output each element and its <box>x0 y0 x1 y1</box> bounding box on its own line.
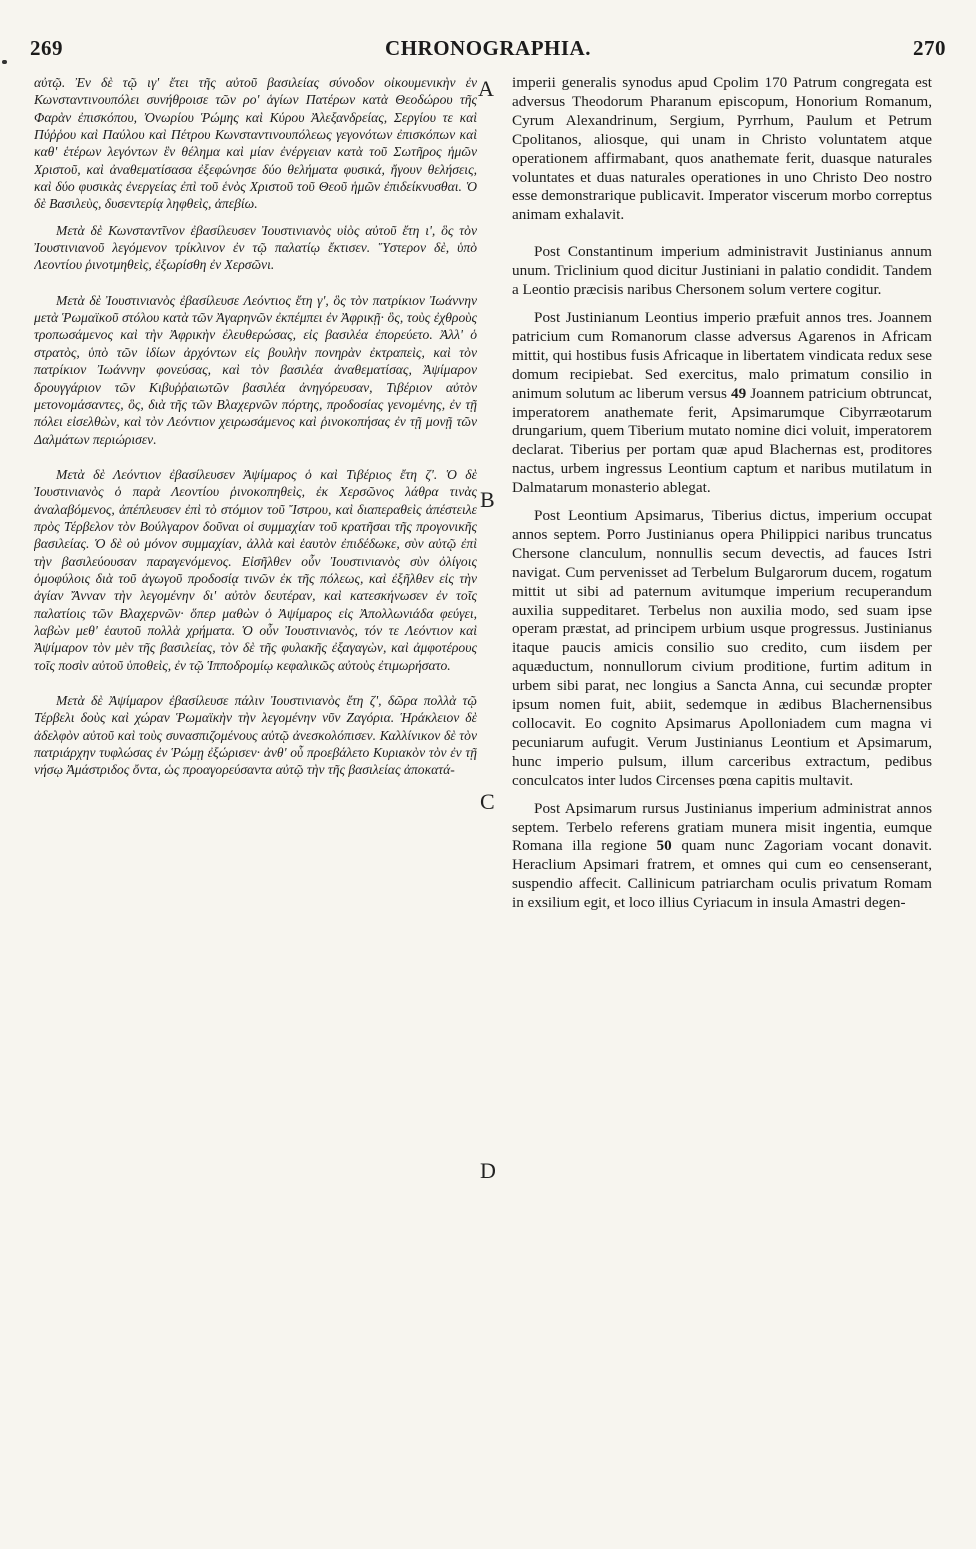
column-number: 49 <box>731 384 747 402</box>
latin-paragraph: Post Leontium Apsimarus, Tiberius dictus, imperium occupat annos septem. Porro Justinianus opera Philippici naribus truncatus Chersone clanculum, nonnullis secum devectis, ad fauces Istri navigat. Cum pervenisset ad Terbelum Bulgarorum ducem, rogatum mittit ut sibi ad paternum avitumque imperium recuperandum auxilia suppeditaret. Terbelus non auxilia modo, sed suam ipse operam præstat, ad principem urbium usque progressus. Justinianus itaque paucis amicis consilio suo credito, cum iisdem per aquæductum, nonnullorum civium proditione, furtim aditum in urbem sibi parat, nec longius a Sancta Anna, cui secundæ propter ipsum nomen fuit, abiit, sedemque in ædibus Blachernensibus collocavit. Eo cognito Apsimarus Apolloniadem cum magna vi pecuniarum aufugit. Verum Justinianus Leontium et Apsimarum, hunc imperio pulsum, illum carceribus extractum, pedibus conculcatos inter ludos Circenses pœna capitis multavit. <box>512 507 932 789</box>
section-marker-a: A <box>478 76 494 101</box>
latin-paragraph <box>512 309 932 498</box>
page-number-right: 270 <box>913 36 946 60</box>
greek-paragraph: Μετὰ δὲ Κωνσταντῖνον ἐβασίλευσεν Ἰουστινιανὸς υἱὸς αὐτοῦ ἔτη ι', ὃς τὸν Ἰουστινιανοῦ λεγόμενον τρίκλινον ἐν τῷ παλατίῳ ἔκτισεν. Ὕστερον δὲ, ὑπὸ Λεοντίου ῥινοτμηθεὶς, ἐξωρίσθη ἐν Χερσῶνι. <box>34 222 477 273</box>
section-marker-b: B <box>480 487 495 512</box>
running-title: CHRONOGRAPHIA. <box>385 36 591 60</box>
greek-paragraph: Μετὰ δὲ Λεόντιον ἐβασίλευσεν Ἀψίμαρος ὁ καὶ Τιβέριος ἔτη ζ'. Ὁ δὲ Ἰουστινιανὸς ὁ παρὰ Λεοντίου ῥινοκοπηθεὶς, ἐκ Χερσῶνος λάθρα τινὰς ἀναλαβόμενος, ἀπέπλευσεν ἐπὶ τὸ στόμιον τοῦ Ἴστρου, καὶ διαπεραθεὶς ἀπέστειλε πρὸς Τέρβελον τὸν Βούλγαρον δοῦναι οἱ συμμαχίαν τοῦ κρατῆσαι τῆς προγονικῆς βασιλείας. Ὁ δὲ οὐ μόνον συμμαχίαν, ἀλλὰ καὶ ἑαυτὸν ἐπιδέδωκε, σὺν αὐτῷ ἐπὶ τὴν βασιλεύουσαν παραγενόμενος. Εἰσῆλθεν οὖν Ἰουστινιανὸς σὺν ὀλίγοις ὁμοφύλοις διὰ τοῦ ἀγωγοῦ προδοσίᾳ τινῶν ἐκ τῆς πόλεως, καὶ ἐξῆλθεν εἰς τὴν ἁγίαν Ἄνναν τὴν λεγομένην δι' αὐτὸν δευτέραν, καὶ κατεσκήνωσεν ἐν τοῖς παλατίοις τῶν Βλαχερνῶν· ὅπερ μαθὼν ὁ Ἀψίμαρος εἰς Ἀπολλωνιάδα φεύγει, λαβὼν μεθ' ἑαυτοῦ πολλὰ χρήματα. Ὁ οὖν Ἰουστινιανὸς, τόν τε Λεόντιον καὶ Ἀψίμαρον τὸν μὲν τῆς βασιλείας, τὸν δὲ τῆς φυλακῆς ἐξαγαγὼν, καὶ ἀμφοτέρους τοῖς ποσὶν αὐτοῦ ὑποθεὶς, ἐν τῷ Ἱπποδρομίῳ κεφαλικῶς αὐτοὺς ἐτιμωρήσατο. <box>34 466 477 673</box>
latin-text: Joannem patricium obtruncat, imperatorem anathemate ferit, Apsimarumque Cibyrræotarum drungarium, quem Tiberium mutato nomine dici voluit, imperatorem declarat. Tiberius per portam quæ apud Blachernas est, proditores nactus, urbem ingressus Leontium captum et naribus mutilatum in Dalmatarum monasterio ablegat. <box>512 384 932 497</box>
greek-column <box>34 74 477 1529</box>
latin-paragraph: imperii generalis synodus apud Cpolim 170 Patrum congregata est adversus Theodorum Pharanum episcopum, Honorium Romanum, Cyrum Alexandrinum, Sergium, Pyrrhum, Paulum et Petrum Cpolitanos, aliosque, qui unam in Christo voluntatem atque operationem affirmabant, quos anathemate ferit, duasque naturales voluntates et duas naturales operationes in uno Christo Deo nostro esse demonstrarique publicavit. Imperator viscerum morbo correptus animam exhalavit. <box>512 74 932 224</box>
page-number-left: 269 <box>30 36 63 60</box>
column-number: 50 <box>656 837 672 855</box>
greek-paragraph: Μετὰ δὲ Ἀψίμαρον ἐβασίλευσε πάλιν Ἰουστινιανὸς ἔτη ζ', δῶρα πολλὰ τῷ Τέρβελι δοὺς καὶ χώραν Ῥωμαϊκὴν τὴν λεγομένην νῦν Ζαγόρια. Ἡράκλειον δὲ ἀδελφὸν αὐτοῦ καὶ τοὺς συνασπιζομένους αὐτῷ ἀνεσκολόπισεν. Καλλίνικον δὲ τὸν πατριάρχην τυφλώσας ἐν Ῥώμῃ ἐξώρισεν· ἀνθ' οὗ προεβάλετο Κυριακὸν τὸν ἐν τῇ νήσῳ Ἀμάστριδος ὄντα, ὡς προαγορεύσαντα αὐτῷ τὴν τῆς βασιλείας ἀποκατά- <box>34 693 477 778</box>
greek-paragraph: αὐτῷ. Ἐν δὲ τῷ ιγ' ἔτει τῆς αὐτοῦ βασιλείας σύνοδον οἰκουμενικὴν ἐν Κωνσταντινουπόλει συνήθροισε τῶν ρο' ἁγίων Πατέρων κατὰ Θεοδώρου τῆς Φαρὰν ἐπισκόπου, Ὀνωρίου Ῥώμης καὶ Κύρου Ἀλεξανδρείας, Σεργίου τε καὶ Πύῤῥου καὶ Παύλου καὶ Πέτρου Κωνσταντινουπόλεως γεγονότων ἐπισκόπων καὶ καθ' ἑτέρων λεγόντων ἓν θέλημα καὶ μίαν ἐνέργειαν κατὰ τοῦ Σωτῆρος ἡμῶν Χριστοῦ, καὶ ἀναθεματίσασα ἐξεφώνησε δύο θελήματα φυσικά, ἤγουν θελήσεις, καὶ δύο φυσικὰς ἐνεργείας ἐπὶ τοῦ ἑνὸς Χριστοῦ τοῦ Θεοῦ ἡμῶν ἐπιδείκνυσθαι. Ὁ δὲ Βασιλεὺς, δυσεντερίᾳ ληφθεὶς, ἀπεβίω. <box>34 75 477 212</box>
latin-text: Post Justinianum Leontius imperio præfuit annos tres. Joannem patricium cum Romanorum classe adversus Agarenos in Africam mittit, qui hostibus fusis Africaque in libertatem vindicata redux sese domum recipiebat. Sed exercitus, malo primatum consilio in animum solutum ac liberum versus <box>512 308 932 402</box>
greek-paragraph: Μετὰ δὲ Ἰουστινιανὸς ἐβασίλευσε Λεόντιος ἔτη γ', ὃς τὸν πατρίκιον Ἰωάννην μετὰ Ῥωμαϊκοῦ στόλου κατὰ τῶν Ἀγαρηνῶν ἐκπέμπει ἐν Ἀφρικῇ· ὃς, τοὺς ἐχθροὺς τροπωσάμενος καὶ τὴν Ἀφρικὴν ἐλευθερώσας, εἰς βασιλέα ἐπορεύετο. Ἀλλ' ὁ στρατὸς, ὑπὸ τῶν ἰδίων ἀρχόντων εἰς βουλὴν πονηρὰν ἐκτραπεὶς, καὶ τὸν πατρίκιον Ἰωάννην φονεύσας, καὶ τὸν βασιλέα ἀναθεματίσας, Ἀψίμαρον δρουγγάριον τῶν Κιβυῤῥαιωτῶν βασιλέα ἀνηγόρευσαν, Τιβέριον αὐτὸν μετονομάσαντες, ὃς, διὰ τῆς τῶν Βλαχερνῶν πόρτης, προδοσίας γενομένης, ἐν τῇ πόλει εἰσελθὼν, καὶ τὸν Λεόντιον χειρωσάμενος καὶ ῥινοκοπήσας ἐν τῇ μονῇ τῶν Δαλμάτων περιώρισεν. <box>34 292 477 447</box>
page-header <box>30 36 946 64</box>
latin-column <box>512 74 932 1529</box>
section-marker-d: D <box>480 1158 496 1183</box>
latin-paragraph: Post Constantinum imperium administravit Justinianus annum unum. Triclinium quod dicitur Justiniani in palatio condidit. Tandem a Leontio præcisis naribus Chersonem solum vertere cogitur. <box>512 243 932 299</box>
section-marker-c: C <box>480 789 495 814</box>
latin-paragraph <box>512 800 932 913</box>
latin-text: Post Apsimarum rursus Justinianus imperium administrat annos septem. Terbelo referens gratiam munera misit ingentia, eumque Romana illa regione <box>512 799 932 855</box>
margin-mark <box>2 60 7 64</box>
latin-text: quam nunc Zagoriam vocant donavit. Heraclium Apsimari fratrem, et omnes qui cum eo censenserant, suspendio affecit. Callinicum patriarcham oculis privatum Romam in exsilium egit, et loco illius Cyriacum in insula Amastri degen- <box>512 837 932 912</box>
